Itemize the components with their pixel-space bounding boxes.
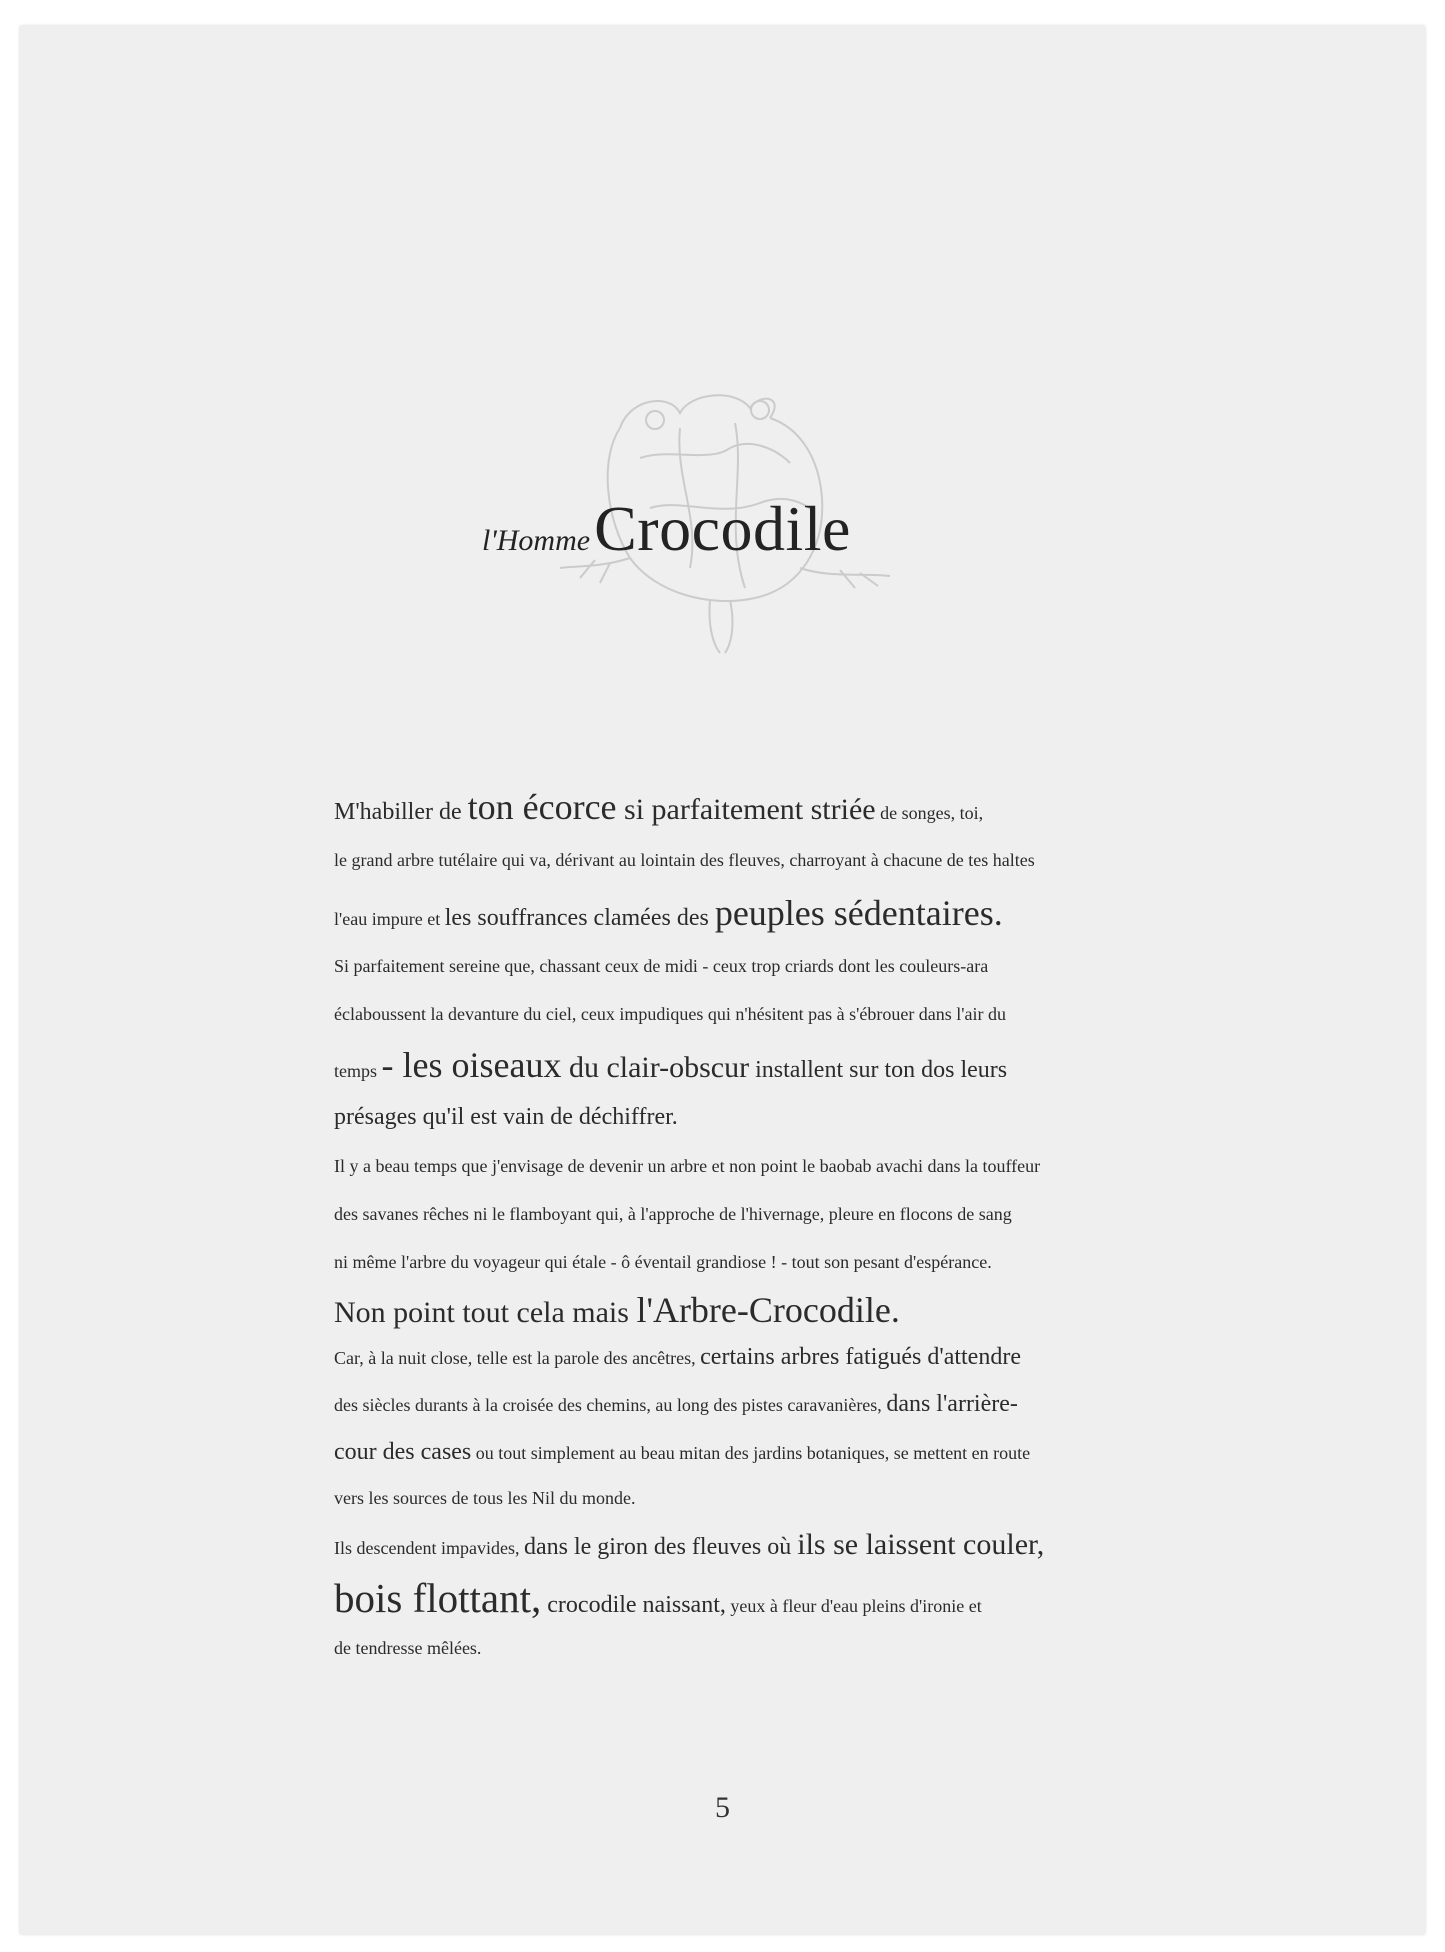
poem-line <box>334 778 1124 836</box>
poem-segment: yeux à fleur d'eau pleins d'ironie et <box>725 1596 982 1616</box>
poem-segment: les souffrances clamées des <box>444 905 715 931</box>
poem-line <box>334 1520 1124 1570</box>
poem-segment: éclaboussent la devanture du ciel, ceux impudiques qui n'hésitent pas à s'ébrouer dans l'air du <box>334 1004 1007 1024</box>
poem-segment: l'Arbre-Crocodile. <box>636 1290 900 1330</box>
poem-segment: dans le giron des fleuves où <box>523 1534 798 1560</box>
poem-line <box>334 1190 1124 1238</box>
poem-segment: de songes, toi, <box>875 803 984 823</box>
poem-segment: Si parfaitement sereine que, chassant ceux de midi - ceux trop criards dont les couleurs-ara <box>334 956 989 976</box>
poem-line <box>334 1428 1124 1476</box>
poem-segment: des savanes rêches ni le flamboyant qui, à l'approche de l'hivernage, pleure en flocons de sang <box>334 1204 1012 1224</box>
poem-segment: M'habiller de <box>334 799 468 825</box>
poem-segment: ton écorce <box>467 787 617 827</box>
poem-line <box>334 836 1124 884</box>
poem-segment: Ils descendent impavides, <box>334 1538 524 1558</box>
poem-line <box>334 884 1124 942</box>
poem-segment: temps <box>334 1061 382 1081</box>
poem-segment: peuples sédentaires. <box>714 893 1003 933</box>
poem-segment: le grand arbre tutélaire qui va, dérivant au lointain des fleuves, charroyant à chacune de tes haltes <box>334 850 1035 870</box>
poem-segment: installent sur ton dos leurs <box>749 1057 1008 1083</box>
poem-segment: - les oiseaux <box>381 1045 562 1085</box>
poem-line <box>334 1038 1124 1092</box>
poem-line <box>334 1334 1124 1380</box>
poem-segment: Car, à la nuit close, telle est la parole des ancêtres, <box>334 1348 701 1368</box>
poem-line <box>334 1626 1124 1670</box>
poem-segment: vers les sources de tous les Nil du monde. <box>334 1488 636 1508</box>
poem-segment: cour des cases <box>334 1439 472 1465</box>
poem-segment: de tendresse mêlées. <box>334 1638 482 1658</box>
title-main: Crocodile <box>594 493 851 564</box>
poem-line <box>334 1380 1124 1428</box>
poem-segment: ils se laissent couler, <box>797 1528 1045 1561</box>
poem-segment: crocodile naissant, <box>541 1592 726 1618</box>
page-sheet <box>20 26 1425 1934</box>
poem-line <box>334 990 1124 1038</box>
poem-line <box>334 1476 1124 1520</box>
poem-text <box>334 778 1124 1670</box>
poem-line <box>334 942 1124 990</box>
poem-line <box>334 1570 1124 1626</box>
poem-segment: dans l'arrière- <box>886 1391 1018 1417</box>
poem-line <box>334 1238 1124 1286</box>
poem-segment: des siècles durants à la croisée des chemins, au long des pistes caravanières, <box>334 1395 887 1415</box>
poem-line <box>334 1142 1124 1190</box>
poem-line <box>334 1092 1124 1142</box>
title <box>482 492 851 566</box>
poem-segment: du clair-obscur <box>561 1051 750 1084</box>
poem-segment: Non point tout cela mais <box>334 1296 637 1329</box>
poem-segment: Il y a beau temps que j'envisage de devenir un arbre et non point le baobab avachi dans la touffeur <box>334 1156 1041 1176</box>
poem-segment: bois flottant, <box>334 1575 542 1621</box>
poem-segment: certains arbres fatigués d'attendre <box>700 1344 1021 1370</box>
poem-segment: ni même l'arbre du voyageur qui étale - ô éventail grandiose ! - tout son pesant d'espérance. <box>334 1252 992 1272</box>
page-number: 5 <box>715 1791 730 1824</box>
poem-segment: ou tout simplement au beau mitan des jardins botaniques, se mettent en route <box>471 1443 1031 1463</box>
poem-segment: l'eau impure et <box>334 909 445 929</box>
title-prefix: l'Homme <box>482 524 591 557</box>
poem-line <box>334 1286 1124 1334</box>
poem-segment: si parfaitement striée <box>616 793 876 826</box>
poem-segment: présages qu'il est vain de déchiffrer. <box>334 1104 678 1130</box>
